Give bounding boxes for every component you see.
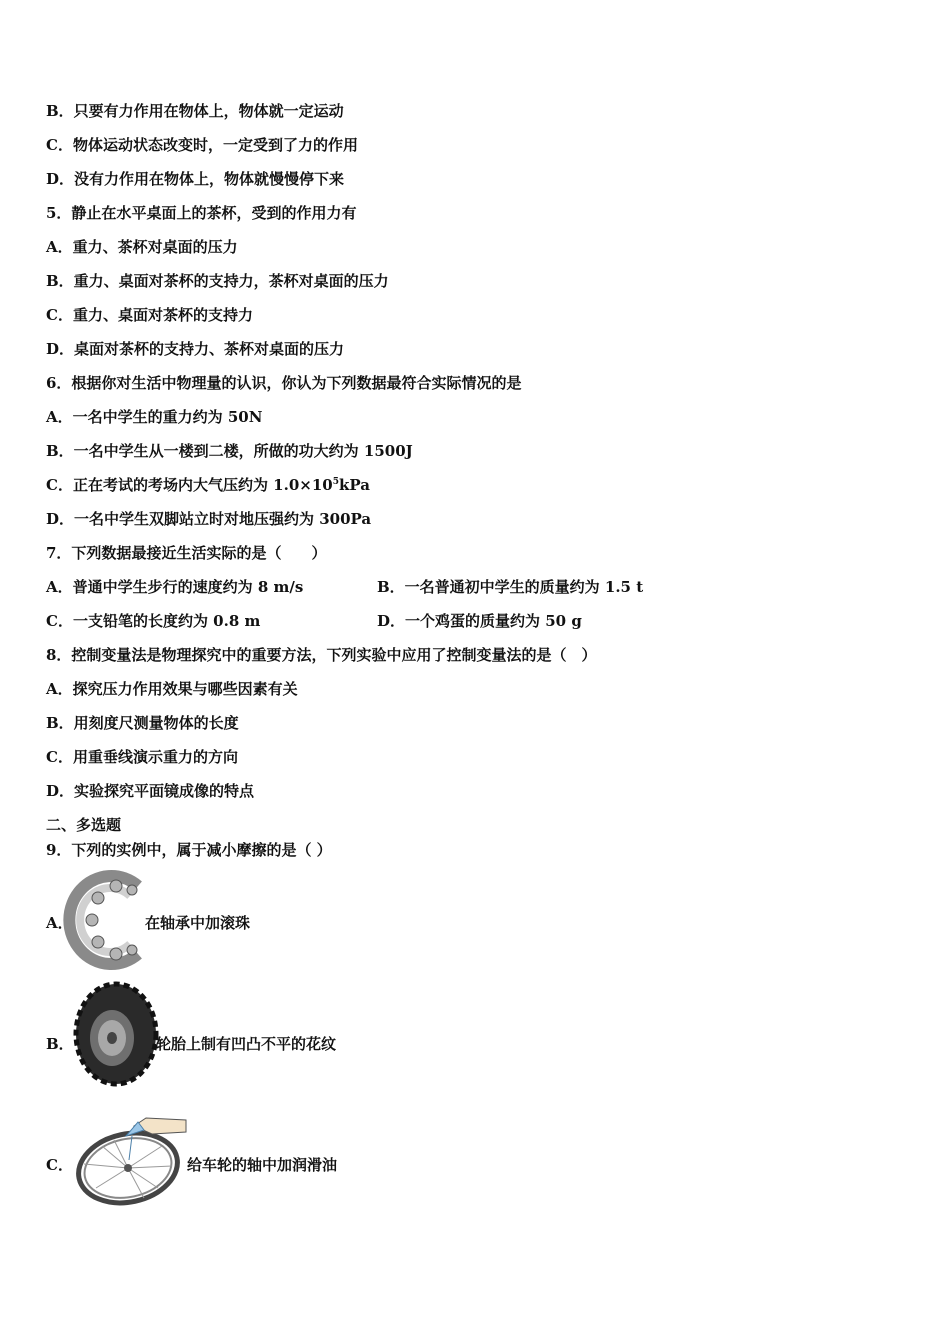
q9-option-a (46, 870, 446, 970)
q8-option-b: B．用刻度尺测量物体的长度 (46, 714, 239, 732)
section-title: 二、多选题 (46, 816, 122, 834)
q6-option-c-exponent: 5 (332, 477, 339, 487)
q8-option-a: A．探究压力作用效果与哪些因素有关 (46, 680, 298, 698)
q4-option-c: C．物体运动状态改变时，一定受到了力的作用 (46, 136, 358, 154)
q6-option-b: B．一名中学生从一楼到二楼，所做的功大约为 1500J (46, 442, 413, 460)
q9-stem: 9．下列的实例中，属于减小摩擦的是（ ） (46, 841, 332, 859)
q4-option-d: D．没有力作用在物体上，物体就慢慢停下来 (46, 170, 345, 188)
q9-option-c-letter: C． (46, 1156, 73, 1174)
q5-stem: 5．静止在水平桌面上的茶杯，受到的作用力有 (46, 204, 357, 222)
tire-icon (74, 982, 158, 1086)
ball-bearing-icon (72, 872, 152, 968)
q8-option-d: D．实验探究平面镜成像的特点 (46, 782, 255, 800)
bicycle-wheel-oiling-icon (74, 1114, 190, 1206)
q8-option-c: C．用重垂线演示重力的方向 (46, 748, 238, 766)
q9-option-b-caption: 轮胎上制有凹凸不平的花纹 (156, 1035, 337, 1053)
q7-option-b: B．一名普通初中学生的质量约为 1.5 t (377, 578, 644, 596)
q5-option-a: A．重力、茶杯对桌面的压力 (46, 238, 238, 256)
q6-stem: 6．根据你对生活中物理量的认识，你认为下列数据最符合实际情况的是 (46, 374, 522, 392)
q9-option-b-letter: B． (46, 1035, 74, 1053)
q6-option-a: A．一名中学生的重力约为 50N (46, 408, 263, 426)
q4-option-b: B．只要有力作用在物体上，物体就一定运动 (46, 102, 344, 120)
q7-option-d: D．一个鸡蛋的质量约为 50 g (377, 612, 582, 630)
q8-stem: 8．控制变量法是物理探究中的重要方法，下列实验中应用了控制变量法的是（ ） (46, 646, 597, 664)
q6-option-c (46, 475, 370, 495)
q5-option-b: B．重力、桌面对茶杯的支持力，茶杯对桌面的压力 (46, 272, 389, 290)
q7-option-a: A．普通中学生步行的速度约为 8 m/s (46, 578, 304, 596)
q9-option-c-caption: 给车轮的轴中加润滑油 (187, 1156, 338, 1174)
q9-option-a-letter: A． (46, 914, 73, 932)
q5-option-d: D．桌面对茶杯的支持力、茶杯对桌面的压力 (46, 340, 345, 358)
q6-option-c-prefix: C．正在考试的考场内大气压约为 1.0×10 (46, 476, 333, 494)
q5-option-c: C．重力、桌面对茶杯的支持力 (46, 306, 253, 324)
q7-option-c: C．一支铅笔的长度约为 0.8 m (46, 612, 261, 630)
q9-option-b (46, 980, 446, 1090)
q9-option-c (46, 1110, 446, 1210)
q9-option-a-caption: 在轴承中加滚珠 (145, 914, 251, 932)
q6-option-d: D．一名中学生双脚站立时对地压强约为 300Pa (46, 510, 372, 528)
q7-stem: 7．下列数据最接近生活实际的是（ ） (46, 544, 327, 562)
q6-option-c-unit: kPa (338, 476, 370, 494)
